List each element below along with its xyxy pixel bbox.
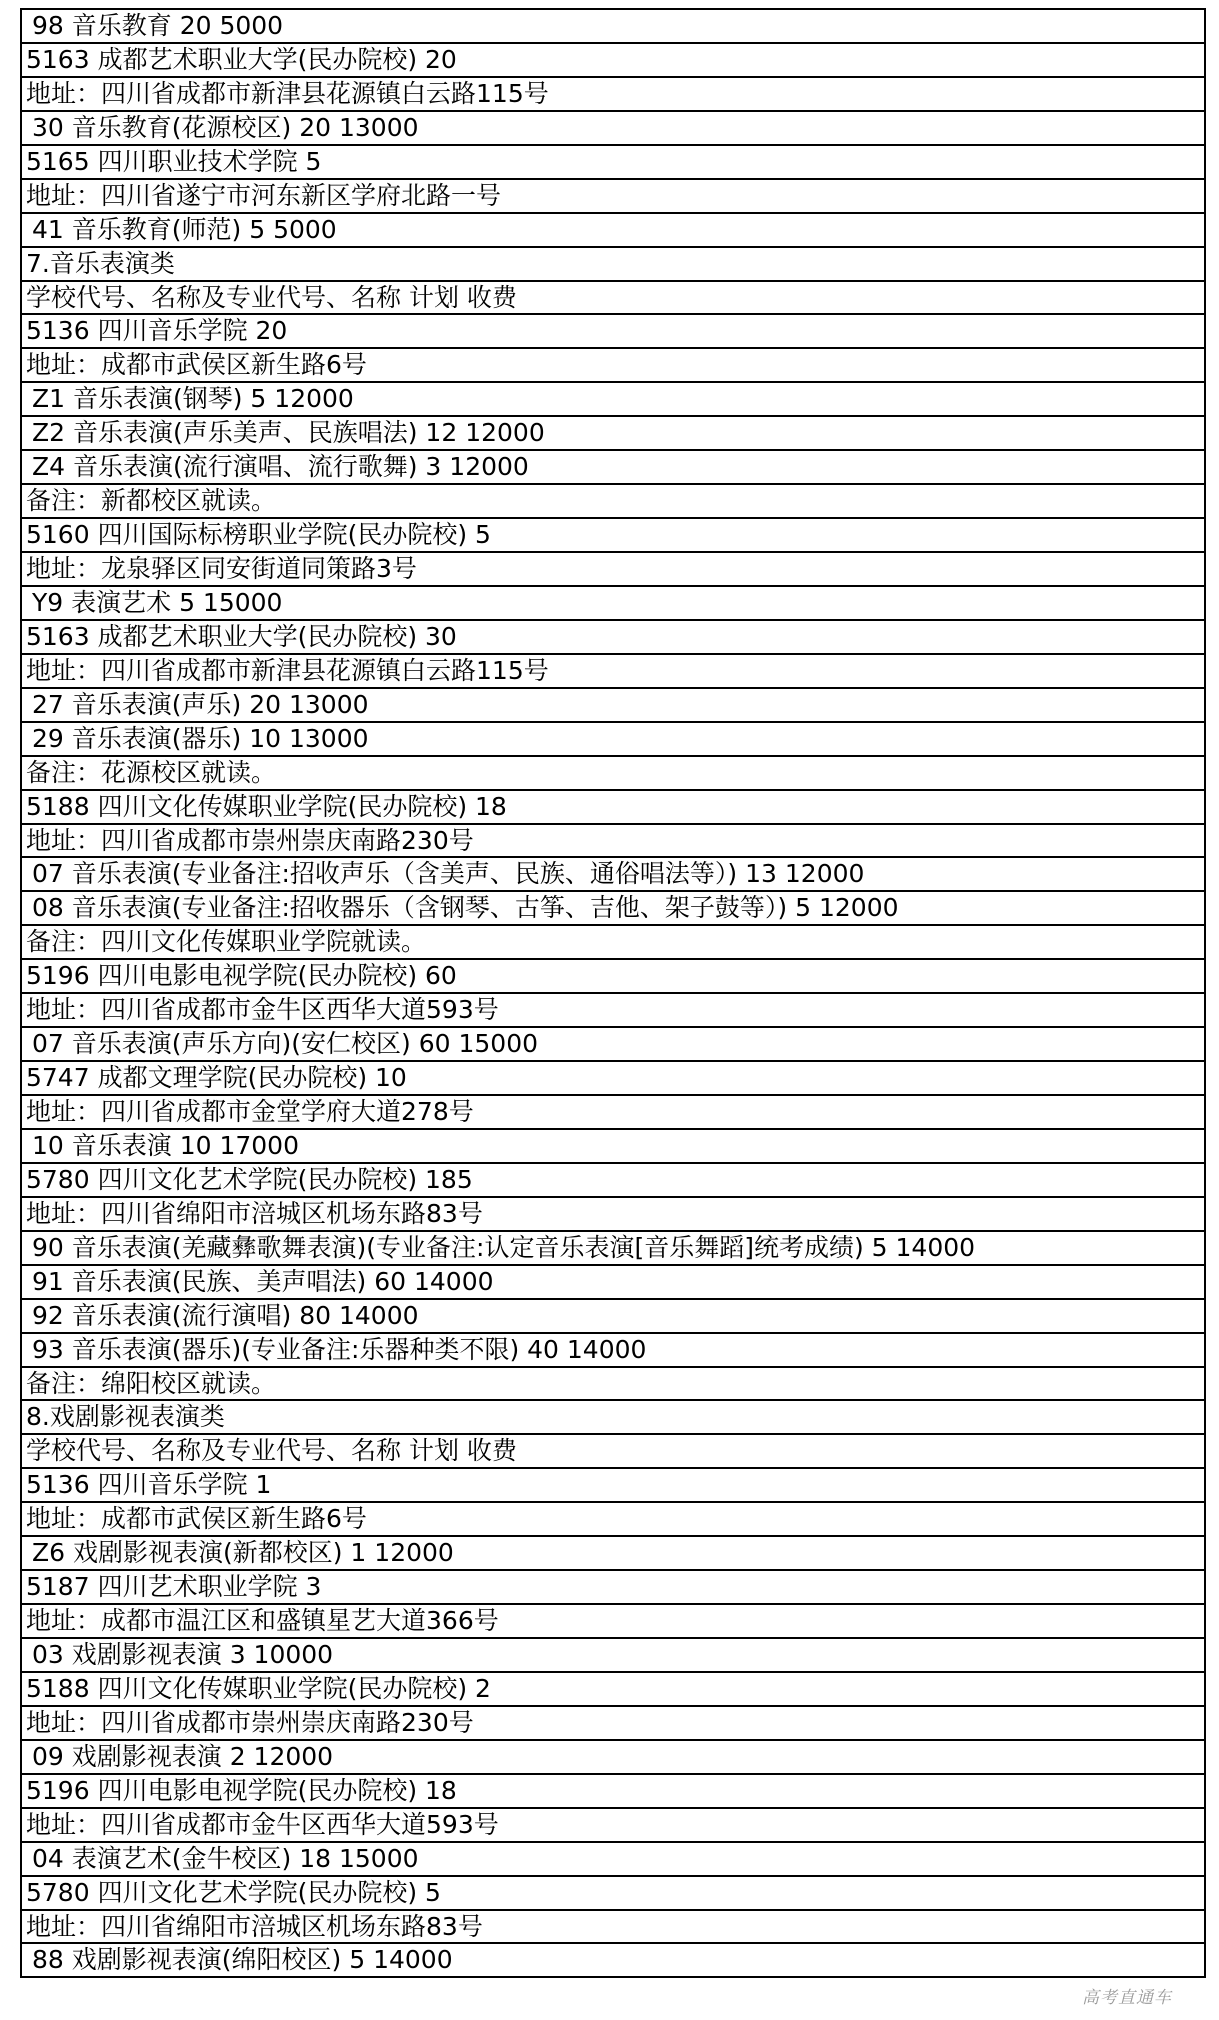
table-row: 5136 四川音乐学院 1: [22, 1469, 1204, 1503]
table-row: 备注：四川文化传媒职业学院就读。: [22, 926, 1204, 960]
table-row: 04 表演艺术(金牛校区) 18 15000: [22, 1843, 1204, 1877]
table-row: 90 音乐表演(羌藏彝歌舞表演)(专业备注:认定音乐表演[音乐舞蹈]统考成绩) 5 14000: [22, 1232, 1204, 1266]
table-row: Y9 表演艺术 5 15000: [22, 587, 1204, 621]
table-row: 地址：四川省遂宁市河东新区学府北路一号: [22, 180, 1204, 214]
table-row: 备注：花源校区就读。: [22, 757, 1204, 791]
table-row: 地址：四川省成都市金堂学府大道278号: [22, 1096, 1204, 1130]
table-row: 5188 四川文化传媒职业学院(民办院校) 2: [22, 1673, 1204, 1707]
table-row: Z1 音乐表演(钢琴) 5 12000: [22, 383, 1204, 417]
table-row: 7.音乐表演类: [22, 248, 1204, 282]
table-row: 29 音乐表演(器乐) 10 13000: [22, 723, 1204, 757]
table-row: 88 戏剧影视表演(绵阳校区) 5 14000: [22, 1944, 1204, 1978]
table-row: 备注：绵阳校区就读。: [22, 1368, 1204, 1402]
table-row: 5196 四川电影电视学院(民办院校) 60: [22, 960, 1204, 994]
table-row: 10 音乐表演 10 17000: [22, 1130, 1204, 1164]
table-row: 8.戏剧影视表演类: [22, 1401, 1204, 1435]
table-row: 5780 四川文化艺术学院(民办院校) 5: [22, 1877, 1204, 1911]
table-row: 地址：四川省成都市金牛区西华大道593号: [22, 994, 1204, 1028]
table-row: 地址：成都市武侯区新生路6号: [22, 1503, 1204, 1537]
watermark-text: 高考直通车: [1082, 1988, 1172, 2008]
table-row: 08 音乐表演(专业备注:招收器乐（含钢琴、古筝、吉他、架子鼓等）) 5 12000: [22, 892, 1204, 926]
table-row: 93 音乐表演(器乐)(专业备注:乐器种类不限) 40 14000: [22, 1334, 1204, 1368]
table-row: 学校代号、名称及专业代号、名称 计划 收费: [22, 282, 1204, 316]
table-row: 学校代号、名称及专业代号、名称 计划 收费: [22, 1435, 1204, 1469]
table-row: 地址：四川省绵阳市涪城区机场东路83号: [22, 1198, 1204, 1232]
table-row: 地址：成都市武侯区新生路6号: [22, 349, 1204, 383]
table-row: 98 音乐教育 20 5000: [22, 10, 1204, 44]
table-row: 5188 四川文化传媒职业学院(民办院校) 18: [22, 791, 1204, 825]
table-row: 09 戏剧影视表演 2 12000: [22, 1741, 1204, 1775]
table-row: 5160 四川国际标榜职业学院(民办院校) 5: [22, 519, 1204, 553]
table-row: 27 音乐表演(声乐) 20 13000: [22, 689, 1204, 723]
table-row: 备注：新都校区就读。: [22, 485, 1204, 519]
table-row: 5163 成都艺术职业大学(民办院校) 30: [22, 621, 1204, 655]
table-row: Z2 音乐表演(声乐美声、民族唱法) 12 12000: [22, 417, 1204, 451]
table-row: 5163 成都艺术职业大学(民办院校) 20: [22, 44, 1204, 78]
table-row: 91 音乐表演(民族、美声唱法) 60 14000: [22, 1266, 1204, 1300]
table-row: 07 音乐表演(专业备注:招收声乐（含美声、民族、通俗唱法等）) 13 12000: [22, 858, 1204, 892]
table-row: 5747 成都文理学院(民办院校) 10: [22, 1062, 1204, 1096]
table-row: 地址：四川省成都市崇州崇庆南路230号: [22, 825, 1204, 859]
table-row: 92 音乐表演(流行演唱) 80 14000: [22, 1300, 1204, 1334]
table-row: Z4 音乐表演(流行演唱、流行歌舞) 3 12000: [22, 451, 1204, 485]
table-row: 地址：龙泉驿区同安街道同策路3号: [22, 553, 1204, 587]
table-row: 41 音乐教育(师范) 5 5000: [22, 214, 1204, 248]
table-row: 地址：四川省成都市崇州崇庆南路230号: [22, 1707, 1204, 1741]
table-row: 5165 四川职业技术学院 5: [22, 146, 1204, 180]
table-row: 地址：四川省成都市新津县花源镇白云路115号: [22, 78, 1204, 112]
table-row: 地址：成都市温江区和盛镇星艺大道366号: [22, 1605, 1204, 1639]
document-table: [20, 8, 1206, 1978]
table-row: 5136 四川音乐学院 20: [22, 315, 1204, 349]
table-row: 30 音乐教育(花源校区) 20 13000: [22, 112, 1204, 146]
table-row: 5187 四川艺术职业学院 3: [22, 1571, 1204, 1605]
table-row: 地址：四川省绵阳市涪城区机场东路83号: [22, 1911, 1204, 1945]
table-row: Z6 戏剧影视表演(新都校区) 1 12000: [22, 1537, 1204, 1571]
table-row: 5196 四川电影电视学院(民办院校) 18: [22, 1775, 1204, 1809]
table-row: 07 音乐表演(声乐方向)(安仁校区) 60 15000: [22, 1028, 1204, 1062]
table-row: 地址：四川省成都市新津县花源镇白云路115号: [22, 655, 1204, 689]
table-row: 地址：四川省成都市金牛区西华大道593号: [22, 1809, 1204, 1843]
table-row: 03 戏剧影视表演 3 10000: [22, 1639, 1204, 1673]
table-row: 5780 四川文化艺术学院(民办院校) 185: [22, 1164, 1204, 1198]
